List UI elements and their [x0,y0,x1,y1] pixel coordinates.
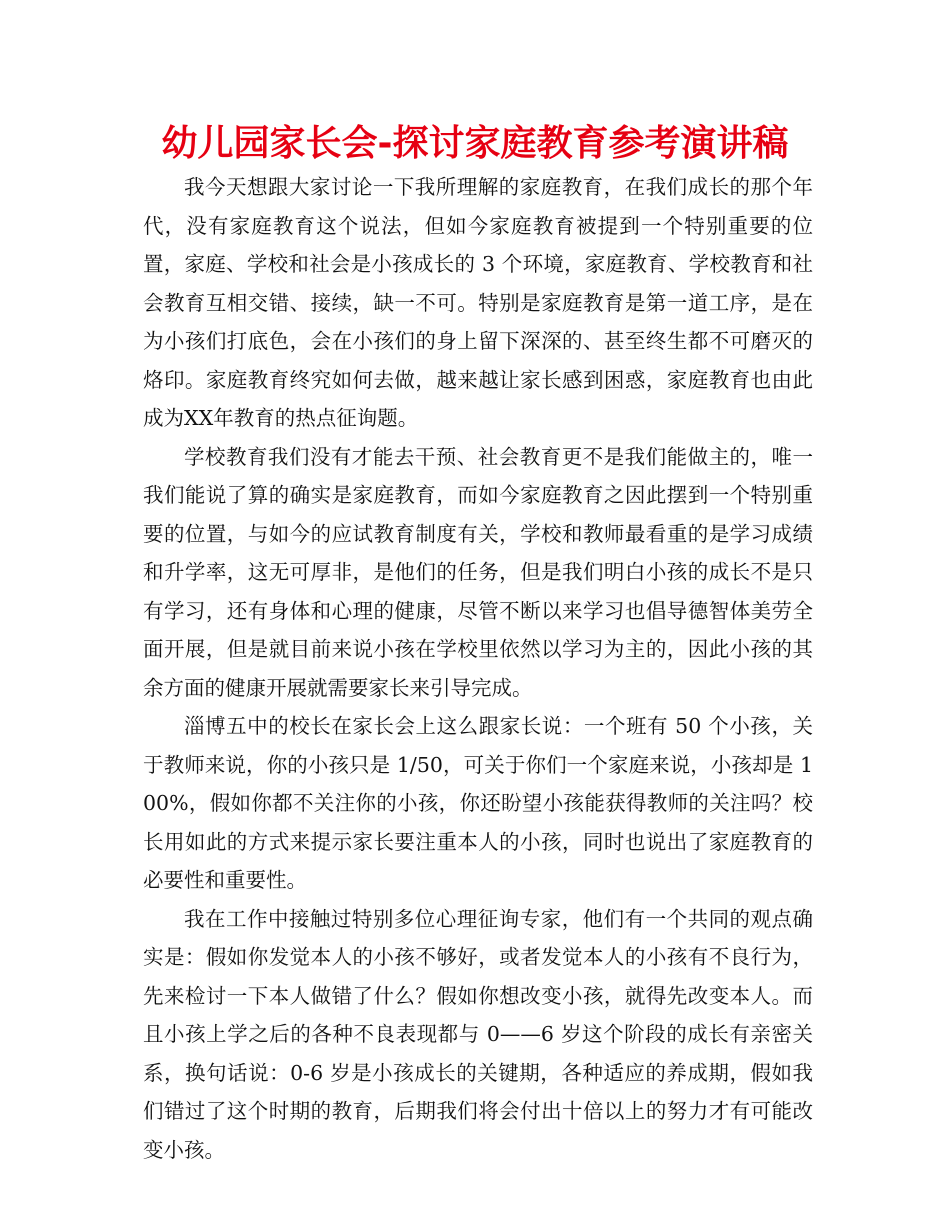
paragraph-4: 我在工作中接触过特别多位心理征询专家，他们有一个共同的观点确实是：假如你发觉本人的小孩不够好，或者发觉本人的小孩有不良行为，先来检讨一下本人做错了什么？假如你想改变小孩，就得先改变本人。而且小孩上学之后的各种不良表现都与 0——6 岁这个阶段的成长有亲密关系，换句话说：0-6 岁是小孩成长的关键期，各种适应的养成期，假如我们错过了这个时期的教育，后期我们将会付出十倍以上的努力才有可能改变小孩。 [143,906,813,1162]
document-title: 幼儿园家长会-探讨家庭教育参考演讲稿 [161,123,789,164]
paragraph-2: 学校教育我们没有才能去干预、社会教育更不是我们能做主的，唯一我们能说了算的确实是家庭教育，而如今家庭教育之因此摆到一个特别重要的位置，与如今的应试教育制度有关，学校和教师最看重的是学习成绩和升学率，这无可厚非，是他们的任务，但是我们明白小孩的成长不是只有学习，还有身体和心理的健康，尽管不断以来学习也倡导德智体美劳全面开展，但是就目前来说小孩在学校里依然以学习为主的，因此小孩的其余方面的健康开展就需要家长来引导完成。 [143,444,813,700]
paragraph-3: 淄博五中的校长在家长会上这么跟家长说：一个班有 50 个小孩，关于教师来说，你的小孩只是 1/50，可关于你们一个家庭来说，小孩却是 100%，假如你都不关注你的小孩，你还盼望小孩能获得教师的关注吗？校长用如此的方式来提示家长要注重本人的小孩，同时也说出了家庭教育的必要性和重要性。 [143,714,813,892]
document-body [143,168,813,1169]
paragraph-1: 我今天想跟大家讨论一下我所理解的家庭教育，在我们成长的那个年代，没有家庭教育这个说法，但如今家庭教育被提到一个特别重要的位置，家庭、学校和社会是小孩成长的 3 个环境，家庭教育、学校教育和社会教育互相交错、接续，缺一不可。特别是家庭教育是第一道工序，是在为小孩们打底色，会在小孩们的身上留下深深的、甚至终生都不可磨灭的烙印。家庭教育终究如何去做，越来越让家长感到困惑，家庭教育也由此成为XX年教育的热点征询题。 [143,175,813,430]
